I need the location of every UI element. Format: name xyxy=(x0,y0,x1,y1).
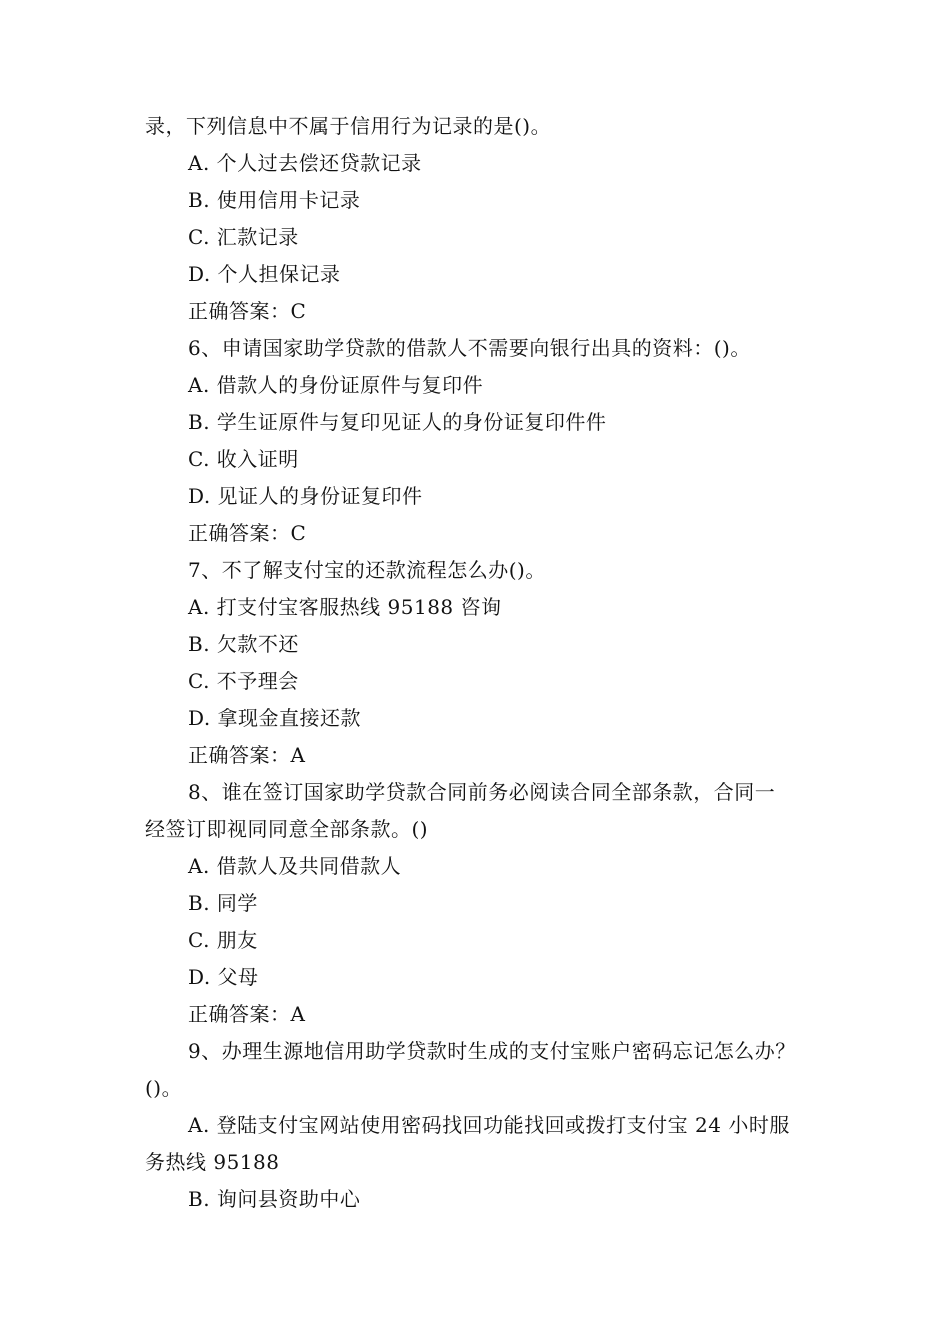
option-b: B. 询问县资助中心 xyxy=(188,1187,361,1211)
option-d: D. 父母 xyxy=(188,965,259,989)
question-7: 7、不了解支付宝的还款流程怎么办()。 xyxy=(188,558,546,582)
option-a: A. 打支付宝客服热线 95188 咨询 xyxy=(188,595,502,619)
option-d: D. 见证人的身份证复印件 xyxy=(188,484,423,508)
correct-answer: 正确答案：A xyxy=(188,743,306,767)
option-a: A. 借款人及共同借款人 xyxy=(188,854,402,878)
question-8-continuation: 经签订即视同同意全部条款。() xyxy=(145,817,429,841)
option-a: A. 登陆支付宝网站使用密码找回功能找回或拨打支付宝 24 小时服 xyxy=(188,1113,790,1137)
question-9: 9、办理生源地信用助学贷款时生成的支付宝账户密码忘记怎么办？ xyxy=(188,1039,796,1063)
option-b: B. 使用信用卡记录 xyxy=(188,188,361,212)
option-d: D. 个人担保记录 xyxy=(188,262,341,286)
question-continuation: 录，下列信息中不属于信用行为记录的是()。 xyxy=(145,114,552,138)
option-d: D. 拿现金直接还款 xyxy=(188,706,362,730)
question-6: 6、申请国家助学贷款的借款人不需要向银行出具的资料：()。 xyxy=(188,336,751,360)
option-b: B. 学生证原件与复印见证人的身份证复印件件 xyxy=(188,410,607,434)
document-body xyxy=(145,108,810,1218)
option-b: B. 同学 xyxy=(188,891,258,915)
option-c: C. 不予理会 xyxy=(188,669,299,693)
correct-answer: 正确答案：C xyxy=(188,299,307,323)
option-b: B. 欠款不还 xyxy=(188,632,299,656)
option-c: C. 收入证明 xyxy=(188,447,299,471)
question-8: 8、谁在签订国家助学贷款合同前务必阅读合同全部条款，合同一 xyxy=(188,780,776,804)
correct-answer: 正确答案：A xyxy=(188,1002,306,1026)
option-a: A. 借款人的身份证原件与复印件 xyxy=(188,373,484,397)
option-a-continuation: 务热线 95188 xyxy=(145,1150,280,1174)
option-a: A. 个人过去偿还贷款记录 xyxy=(188,151,422,175)
option-c: C. 朋友 xyxy=(188,928,258,952)
option-c: C. 汇款记录 xyxy=(188,225,299,249)
question-9-continuation: ()。 xyxy=(145,1076,183,1100)
correct-answer: 正确答案：C xyxy=(188,521,307,545)
